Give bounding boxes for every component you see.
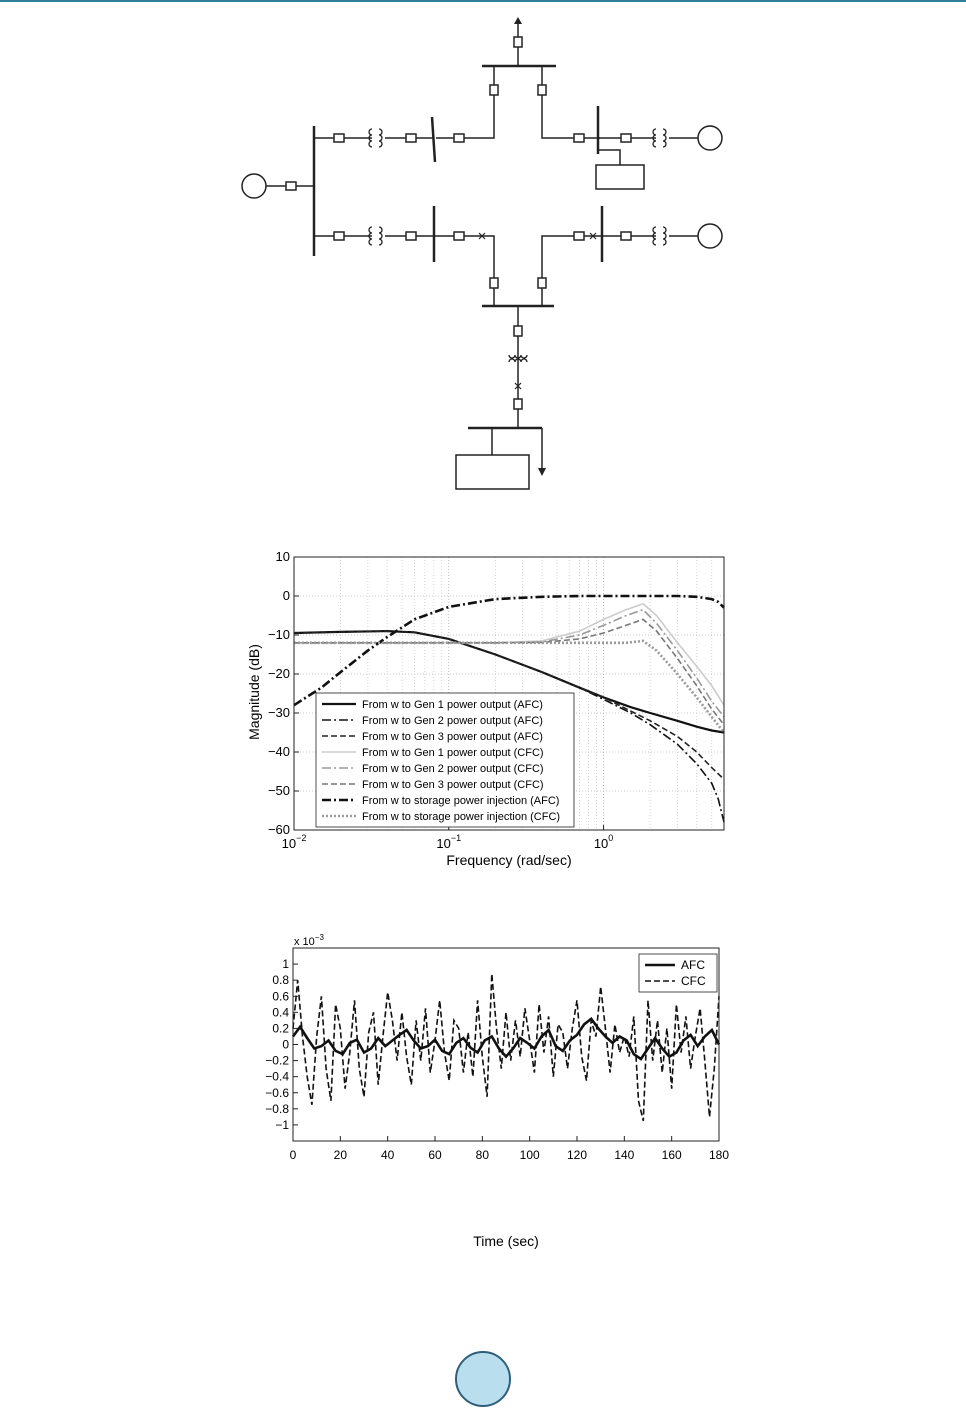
y-tick-label: −0.2 [265,1053,289,1068]
y-tick-label: −30 [267,705,290,720]
scale-note [294,933,324,948]
legend-label: From w to Gen 1 power output (CFC) [362,747,544,759]
y-tick-label: 0 [282,1037,289,1052]
x-axis-label: Time (sec) [473,1233,539,1249]
series-line-4 [294,604,724,705]
y-tick-label: 0.2 [272,1021,289,1036]
legend-label: From w to storage power injection (AFC) [362,795,560,807]
x-tick-label: $10^{-1}$ [436,833,462,851]
x-axis-label: Frequency (rad/sec) [446,852,572,868]
x-tick-label: 120 [566,1148,588,1162]
frequency-deviation-chart [0,920,966,1260]
y-tick-label: −1 [275,1117,289,1132]
y-tick-label: −60 [267,822,290,837]
x-tick-label: 0 [289,1148,297,1162]
series-line-2 [293,974,719,1121]
x-tick-label: 80 [475,1148,490,1162]
x-tick-label: 140 [614,1148,635,1162]
x-tick-label: 160 [661,1148,682,1162]
x-tick-label: $10^{-2}$ [281,833,307,851]
y-tick-label: −0.8 [265,1101,289,1116]
y-tick-label: −20 [267,666,290,681]
y-tick-label: 0.8 [272,973,289,988]
legend-label: From w to Gen 3 power output (CFC) [362,779,544,791]
x-tick-label: 180 [708,1148,730,1162]
y-tick-label: 10 [275,549,290,564]
legend-label: AFC [681,958,705,972]
legend-label: From w to Gen 2 power output (CFC) [362,763,544,775]
legend-label: From w to storage power injection (CFC) [362,811,561,823]
x-tick-label: 100 [519,1148,540,1162]
legend-label: CFC [681,974,706,988]
y-tick-label: 1 [282,957,289,972]
y-tick-label: 0.6 [272,989,289,1004]
y-tick-label: −0.6 [265,1085,289,1100]
x-tick-label: $10^0$ [593,833,614,851]
legend-label: From w to Gen 2 power output (AFC) [362,715,543,727]
y-tick-label: 0 [282,588,290,603]
scale-note-exponent: −3 [314,933,324,942]
y-tick-label: −0.4 [265,1069,289,1084]
x-tick-label: 40 [380,1148,395,1162]
y-tick-label: −50 [267,783,290,798]
legend-label: From w to Gen 3 power output (AFC) [362,731,543,743]
legend-label: From w to Gen 1 power output (AFC) [362,699,543,711]
y-tick-label: −10 [267,627,290,642]
x-tick-label: 60 [428,1148,442,1162]
network-diagram [0,0,966,500]
scale-note-base: x 10 [294,936,315,948]
y-axis-label: Magnitude (dB) [246,644,262,740]
y-tick-label: 0.4 [272,1005,289,1020]
series-line-7 [294,596,724,705]
bode-magnitude-chart [0,540,966,880]
x-tick-label: 20 [333,1148,348,1162]
y-tick-label: −40 [267,744,290,759]
page-number-badge [455,1351,511,1407]
